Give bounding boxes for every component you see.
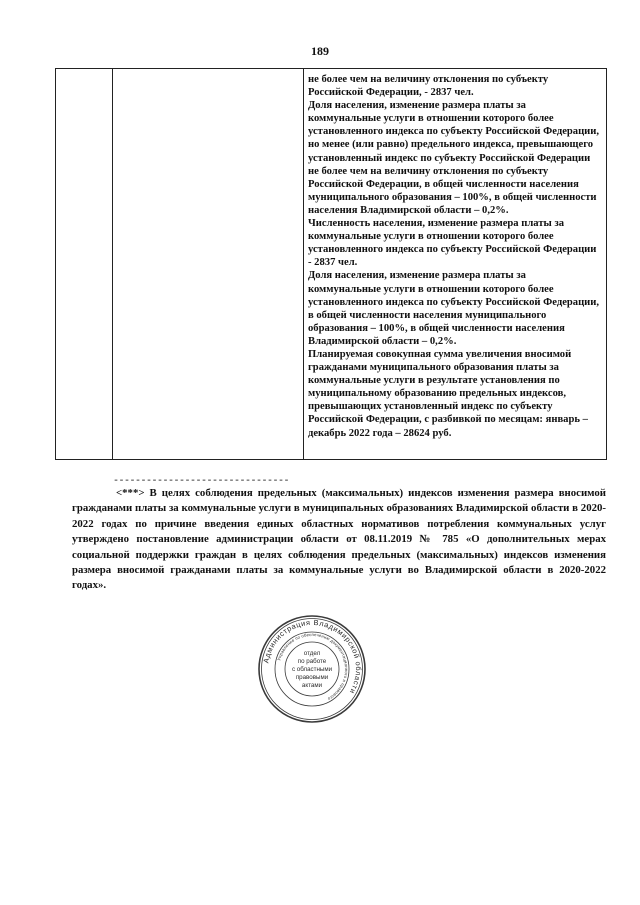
- stamp-seal-icon: [256, 613, 368, 725]
- data-table: [55, 68, 607, 460]
- stamp-inner-text: Управление по обеспечению документационного и правового: [276, 631, 350, 702]
- stamp-center-line: правовыми: [295, 674, 329, 681]
- stamp-center-line: по работе: [297, 658, 327, 665]
- footnote-text: <***> В целях соблюдения предельных (максимальных) индексов изменения размера вносимой гражданами платы за коммунальные услуги в муниципальных образованиях Владимирской области в 2020-2022 годах по причине введения единых областных нормативов потребления коммунальных услуг утверждено постановление администрации области от 08.11.2019 № 785 «О дополнительных мерах социальной поддержки граждан в целях соблюдения предельных (максимальных) индексов изменения размера вносимой гражданами платы за коммунальные услуги во Владимирской области в 2020-2022 годах».: [72, 487, 606, 592]
- table-column-number: [56, 69, 113, 459]
- stamp-center-line: с областными: [291, 666, 333, 673]
- indicator-paragraph: Доля населения, изменение размера платы за коммунальные услуги в отношении которого более установленного индекса по субъекту Российской Федерации, но менее (или равно) предельного индекса, превышающего установленный индекс по субъекту Российской Федерации не более чем на величину отклонения по субъекту Российской Федерации, в общей численности населения муниципального образования – 100%, в общей численности населения Владимирской области – 0,2%.: [308, 100, 600, 216]
- stamp-outer-text: Администрация Владимирской области: [261, 617, 364, 696]
- indicator-paragraph: не более чем на величину отклонения по субъекту Российской Федерации, - 2837 чел.: [308, 74, 549, 99]
- indicator-paragraph: Численность населения, изменение размера платы за коммунальные услуги в отношении которого более установленного индекса по субъекту Российской Федерации - 2837 чел.: [308, 218, 597, 269]
- stamp-center-line: актами: [301, 682, 323, 689]
- official-stamp: [256, 613, 368, 725]
- table-column-name: [113, 69, 304, 459]
- table-cell-indicators: [304, 69, 606, 459]
- stamp-center-line: отдел: [303, 650, 321, 657]
- page-number: 189: [311, 44, 329, 58]
- footnote-separator: --------------------------------: [113, 476, 290, 487]
- indicator-paragraph: Планируемая совокупная сумма увеличения вносимой гражданами муниципального образования платы за коммунальные услуги в результате установления по муниципальному образованию предельных индексов, превышающих установленный индекс по субъекту Российской Федерации, с разбивкой по месяцам: январь – декабрь 2022 года – 28624 руб.: [308, 348, 588, 439]
- footnote: [72, 486, 606, 594]
- indicator-paragraph: Доля населения, изменение размера платы за коммунальные услуги в отношении которого более установленного индекса по субъекту Российской Федерации, в общей численности населения муниципального образования – 100%, в общей численности населения Владимирской области – 0,2%.: [308, 270, 600, 347]
